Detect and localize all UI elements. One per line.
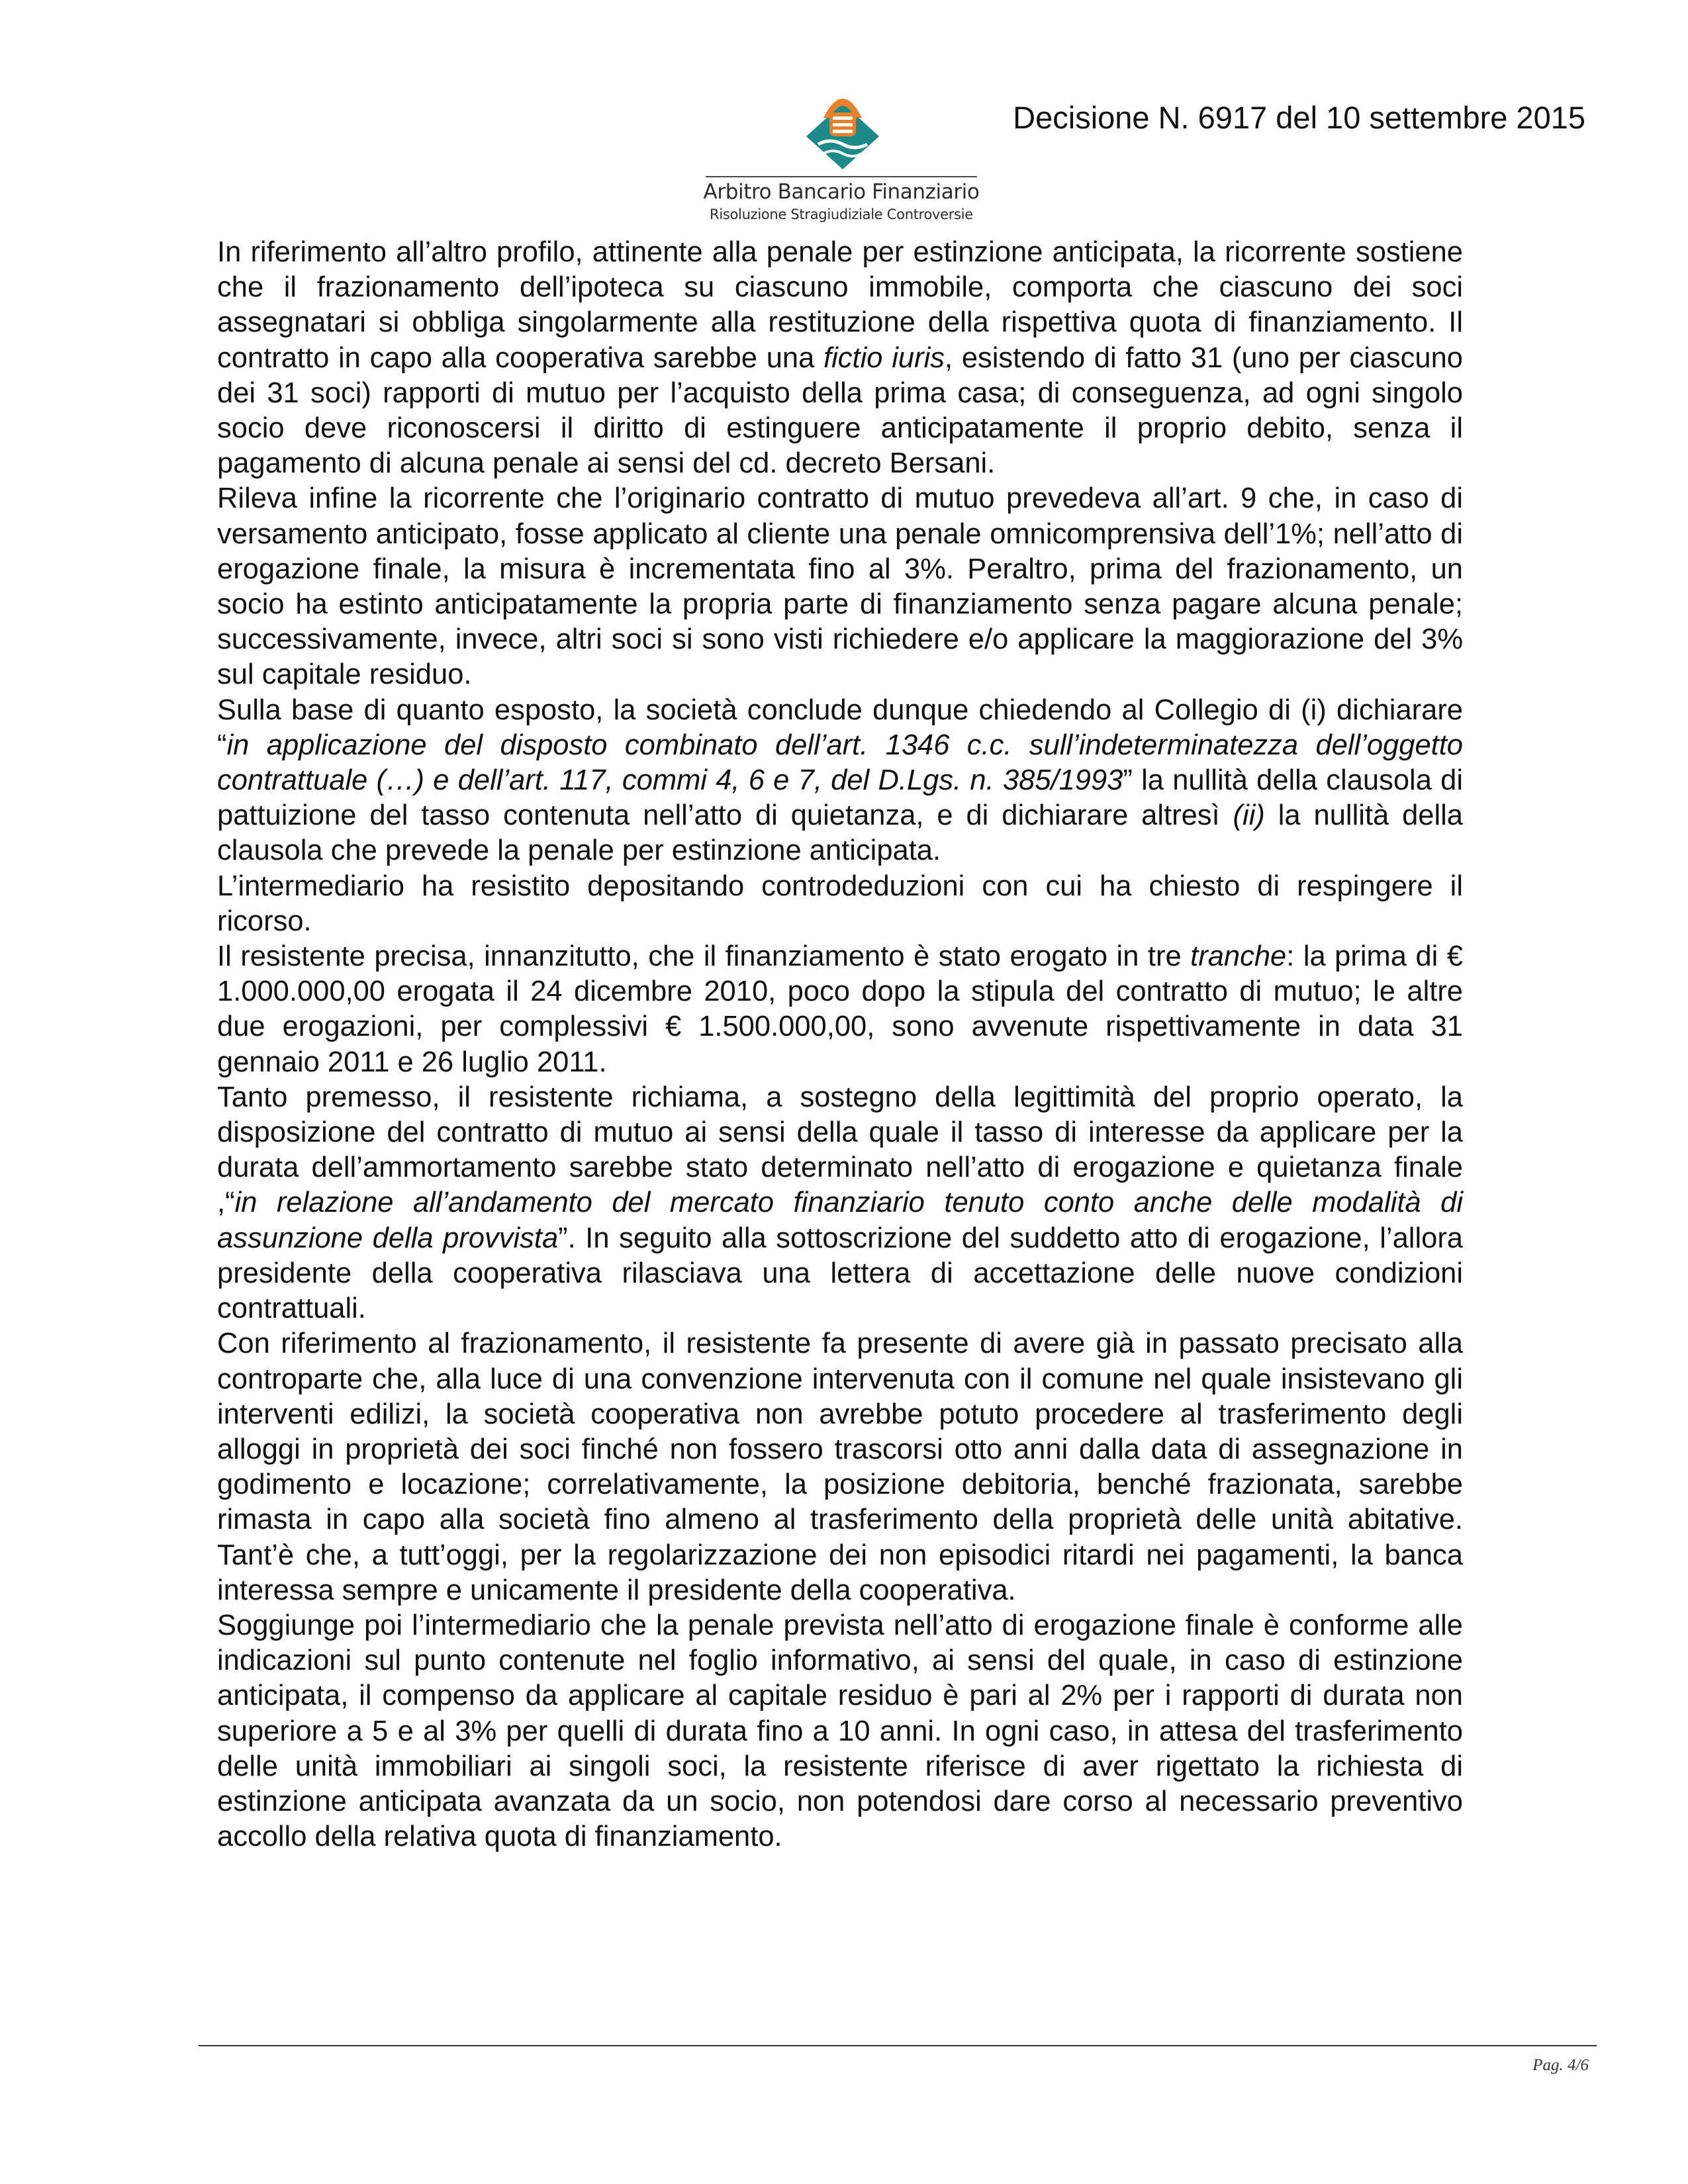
paragraph [217,481,1463,692]
page-number: Pag. 4/6 [1532,2056,1589,2074]
italic-text: tranche [1190,940,1287,973]
logo-divider [706,176,977,177]
header-logo [688,78,980,229]
text-run: Soggiunge poi l’intermediario che la penale prevista nell’atto di erogazione finale è conforme alle indicazioni sul punto contenute nel foglio informativo, ai sensi del quale, in caso di estinzione anticipata, il compenso da applicare al capitale residuo è pari al 2% per i rapporti di durata non superiore a 5 e al 3% per quelli di durata fino a 10 anni. In ogni caso, in attesa del trasferimento delle unità immobiliari ai singoli soci, la resistente riferisce di aver rigettato la richiesta di estinzione anticipata avanzata da un socio, non potendosi dare corso al necessario preventivo accollo della relativa quota di finanziamento. [217,1609,1463,1853]
italic-text: in applicazione del disposto combinato dell’art. 1346 c.c. sull’indeterminatezza dell’oggetto contrattuale (…) e dell’art. 117, commi 4, 6 e 7, del D.Lgs. n. 385/1993 [217,729,1463,797]
text-run: , esistendo di fatto 31 (uno per ciascuno dei 31 soci) rapporti di mutuo per l’acquisto della prima casa; di conseguenza, ad ogni singolo socio deve riconoscersi il diritto di estinguere anticipatamente il proprio debito, senza il pagamento di alcuna penale ai sensi del cd. decreto Bersani. [217,341,1464,480]
paragraph [217,939,1463,1080]
paragraph [217,693,1463,869]
paragraph [217,1608,1463,1854]
text-run: Rileva infine la ricorrente che l’originario contratto di mutuo prevedeva all’art. 9 che, in caso di versamento anticipato, fosse applicato al cliente una penale omnicomprensiva dell’1%; nell’atto di erogazione finale, la misura è incrementata fino al 3%. Peraltro, prima del frazionamento, un socio ha estinto anticipatamente la propria parte di finanziamento senza pagare alcuna penale; successivamente, invece, altri soci si sono visti richiedere e/o applicare la maggiorazione del 3% sul capitale residuo. [217,482,1463,691]
paragraph [217,235,1463,481]
text-run: ”. In seguito alla sottoscrizione del suddetto atto di erogazione, l’allora presidente della cooperativa rilasciava una lettera di accettazione delle nuove condizioni contrattuali. [217,1222,1463,1325]
text-run: : la prima di € 1.000.000,00 erogata il 24 dicembre 2010, poco dopo la stipula del contratto di mutuo; le altre due erogazioni, per complessivi € 1.500.000,00, sono avvenute rispettivamente in data 31 gennaio 2011 e 26 luglio 2011. [217,940,1464,1078]
text-run: Con riferimento al frazionamento, il resistente fa presente di avere già in passato precisato alla controparte che, alla luce di una convenzione intervenuta con il comune nel quale insistevano gli interventi edilizi, la società cooperativa non avrebbe potuto procedere al trasferimento degli alloggi in proprietà dei soci finché non fossero trascorsi otto anni dalla data di assegnazione in godimento e locazione; correlativamente, la posizione debitoria, benché frazionata, sarebbe rimasta in capo alla società fino almeno al trasferimento della proprietà delle unità abitative. Tant’è che, a tutt’oggi, per la regolarizzazione dei non episodici ritardi nei pagamenti, la banca interessa sempre e unicamente il presidente della cooperativa. [217,1328,1463,1606]
abf-logo-icon [793,78,892,171]
text-run: ” la nullità della clausola di pattuizione del tasso contenuta nell’atto di quietanza, e di dichiarare altresì [217,764,1463,832]
footer-divider [199,2045,1597,2046]
paragraph [217,1326,1463,1608]
text-run: Tanto premesso, il resistente richiama, a sostegno della legittimità del proprio operato, la disposizione del contratto di mutuo ai sensi della quale il tasso di interesse da applicare per la durata dell’ammortamento sarebbe stato determinato nell’atto di erogazione e quietanza finale ,“ [217,1081,1463,1219]
italic-text: fictio iuris [823,341,945,374]
italic-text: (ii) [1233,799,1265,832]
document-body [217,235,1463,1854]
logo-title: Arbitro Bancario Finanziario [703,180,980,204]
text-run: Il resistente precisa, innanzitutto, che il finanziamento è stato erogato in tre [217,940,1191,973]
text-run: la nullità della clausola che prevede la penale per estinzione anticipata. [217,799,1464,867]
paragraph [217,1080,1463,1326]
text-run: L’intermediario ha resistito depositando controdeduzioni con cui ha chiesto di respingere il ricorso. [217,870,1463,937]
text-run: In riferimento all’altro profilo, attinente alla penale per estinzione anticipata, la ricorrente sostiene che il frazionamento dell’ipoteca su ciascuno immobile, comporta che ciascuno dei soci assegnatari si obbliga singolarmente alla restituzione della rispettiva quota di finanziamento. Il contratto in capo alla cooperativa sarebbe una [217,236,1463,374]
logo-subtitle: Risoluzione Stragiudiziale Controversie [710,206,973,222]
italic-text: in relazione all’andamento del mercato finanziario tenuto conto anche delle modalità di assunzione della provvista [217,1187,1463,1254]
text-run: Sulla base di quanto esposto, la società conclude dunque chiedendo al Collegio di (i) dichiarare “ [217,694,1463,761]
paragraph [217,869,1463,939]
decision-header: Decisione N. 6917 del 10 settembre 2015 [1013,100,1585,135]
